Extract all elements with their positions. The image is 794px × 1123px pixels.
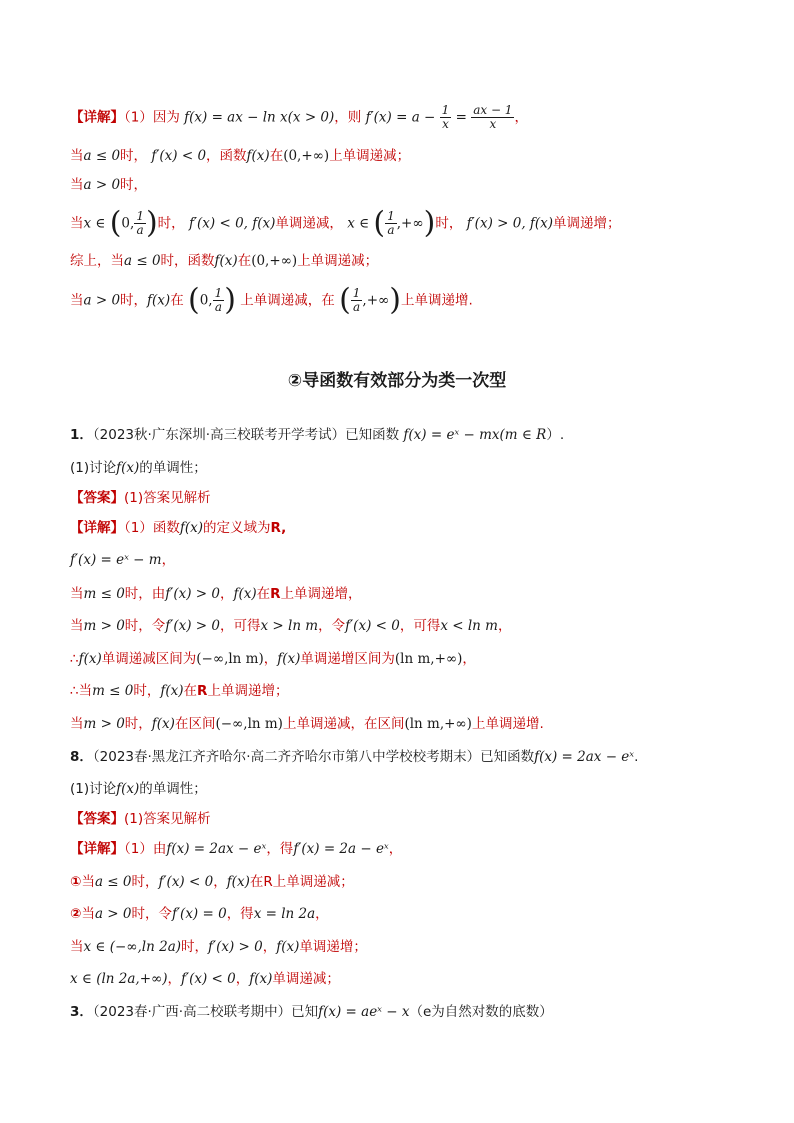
- solution-line-4: 当x ∈ (0, $\frac{1}{a}$ )时， f′(x) < 0, f(x)单调递减， x ∈ ( $\frac{1}{a}$ ,+∞)时， f′(x) > 0, f(x)单调递增；: [70, 205, 621, 241]
- solution-line-1: 【详解】（1）因为 f(x) = ax − ln x(x > 0)，则 f′(x) = a − $\frac{1}{x}$ = $\frac{ax - 1}{x}$ ，: [70, 103, 528, 131]
- fraction: $\frac{1}{x}$: [441, 103, 450, 131]
- question-8-detail-1: 【详解】（1）由f(x) = 2ax − eˣ，得f′(x) = 2a − eˣ，: [70, 841, 403, 857]
- question-8-header: 8．（2023春·黑龙江齐齐哈尔·高二齐齐哈尔市第八中学校校考期末）已知函数f(x) = 2ax − eˣ.: [70, 749, 639, 765]
- question-1-answer: 【答案】(1)答案见解析: [70, 490, 211, 506]
- question-8-detail-3: ②当a > 0时，令f′(x) = 0，得x = ln 2a，: [70, 906, 329, 922]
- question-1-detail-2: f′(x) = eˣ − m，: [70, 552, 176, 568]
- question-8-detail-4: 当x ∈ (−∞,ln 2a)时，f′(x) > 0，f(x)单调递增；: [70, 939, 367, 955]
- question-1-detail-5: ∴f(x)单调递减区间为(−∞,ln m)，f(x)单调递增区间为(ln m,+∞)，: [70, 651, 476, 667]
- fraction: $\frac{1}{a}$: [352, 286, 361, 314]
- section-title: ②导函数有效部分为类一次型: [287, 371, 507, 391]
- question-1-header: 1．（2023秋·广东深圳·高三校联考开学考试）已知函数 f(x) = eˣ − mx(m ∈ R）.: [70, 427, 565, 443]
- question-8-detail-5: x ∈ (ln 2a,+∞)，f′(x) < 0，f(x)单调递减；: [70, 971, 340, 987]
- fraction: $\frac{1}{a}$: [136, 209, 144, 237]
- question-1-detail-1: 【详解】（1）函数f(x)的定义域为R,: [70, 520, 287, 536]
- fraction: $\frac{1}{a}$: [214, 286, 223, 314]
- solution-line-5: 综上，当a ≤ 0时，函数f(x)在(0,+∞)上单调递减；: [70, 253, 379, 269]
- question-1-detail-3: 当m ≤ 0时，由f′(x) > 0，f(x)在R上单调递增，: [70, 586, 362, 602]
- question-1-part: (1)讨论f(x)的单调性；: [70, 460, 207, 476]
- question-1-detail-6: ∴当m ≤ 0时，f(x)在R上单调递增；: [70, 683, 289, 699]
- solution-line-6: 当a > 0时，f(x)在 (0, $\frac{1}{a}$ ) 上单调递减，在 ( $\frac{1}{a}$ ,+∞)上单调递增.: [70, 282, 473, 318]
- question-3-header: 3．（2023春·广西·高二校联考期中）已知f(x) = aeˣ − x（e为自然对数的底数）: [70, 1004, 553, 1020]
- fraction: $\frac{ax - 1}{x}$: [473, 103, 513, 131]
- question-8-part: (1)讨论f(x)的单调性；: [70, 781, 207, 797]
- question-8-answer: 【答案】(1)答案见解析: [70, 811, 211, 827]
- question-1-detail-7: 当m > 0时，f(x)在区间(−∞,ln m)上单调递减，在区间(ln m,+∞)上单调递增.: [70, 716, 544, 732]
- solution-line-2: 当a ≤ 0时， f′(x) < 0，函数f(x)在(0,+∞)上单调递减；: [70, 148, 411, 164]
- question-1-detail-4: 当m > 0时，令f′(x) > 0，可得x > ln m，令f′(x) < 0，可得x < ln m，: [70, 618, 512, 634]
- fraction: $\frac{1}{a}$: [387, 209, 395, 237]
- solution-line-3: 当a > 0时，: [70, 177, 148, 193]
- question-8-detail-2: ①当a ≤ 0时，f′(x) < 0，f(x)在R上单调递减；: [70, 874, 354, 890]
